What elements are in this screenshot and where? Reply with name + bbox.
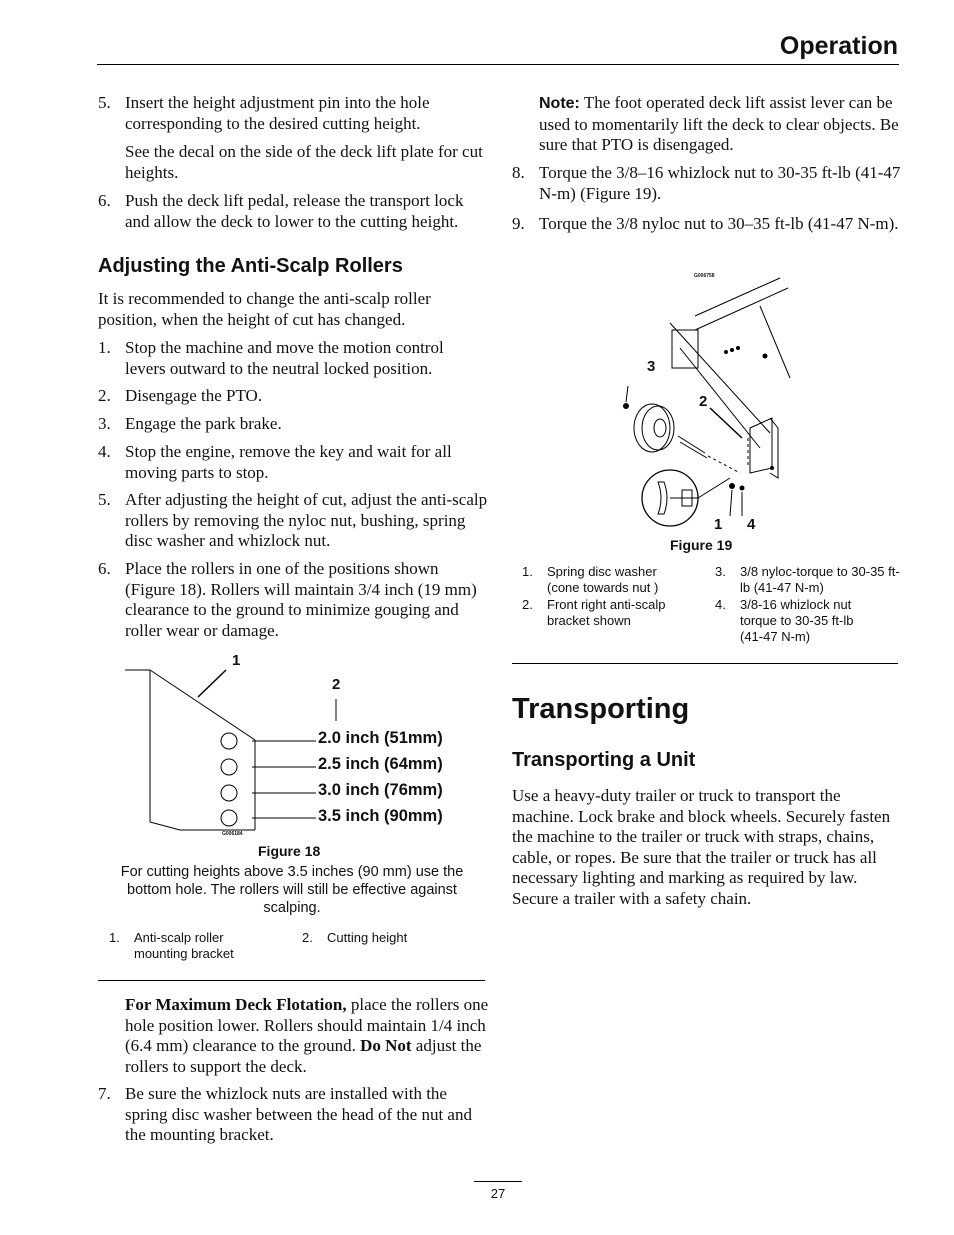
step-5 — [98, 490, 488, 552]
section-heading-anti-scalp: Adjusting the Anti-Scalp Rollers — [98, 255, 403, 277]
step-number: 5. — [98, 490, 111, 509]
step-6-top — [98, 191, 488, 232]
legend-number: 3. — [715, 564, 726, 579]
figure-19-callout-3: 3 — [647, 358, 656, 375]
section-divider — [98, 980, 485, 981]
step-8 — [512, 163, 902, 204]
legend-number: 1. — [522, 564, 533, 579]
step-number: 5. — [98, 93, 111, 112]
figure-18-bracket-diagram — [120, 652, 320, 842]
figure-18-legend-item — [302, 930, 472, 946]
step-number: 6. — [98, 191, 111, 210]
figure-19-roller-assembly-diagram — [610, 268, 810, 536]
step-7 — [98, 1084, 488, 1146]
flotation-text: place the rollers one hole position lower. Rollers should maintain 1/4 inch (6.4 mm) clearance to the ground. — [125, 995, 489, 1055]
figure-18-code: G006184 — [222, 831, 243, 837]
step-text: Stop the machine and move the motion control levers outward to the neutral locked position. — [125, 338, 444, 378]
step-number: 8. — [512, 163, 525, 182]
cutting-height-label: 3.5 inch (90mm) — [318, 807, 443, 825]
figure-18-note: For cutting heights above 3.5 inches (90 mm) use the bottom hole. The rollers will still be effective against scalping. — [120, 864, 464, 916]
deck-flotation-paragraph — [125, 995, 489, 1077]
figure-19-caption: Figure 19 — [670, 537, 733, 553]
figure-19-callout-2: 2 — [699, 393, 708, 410]
anti-scalp-intro: It is recommended to change the anti-scalp roller position, when the height of cut has changed. — [98, 289, 431, 329]
step-1 — [98, 338, 488, 379]
step-4 — [98, 442, 488, 483]
legend-text: Anti-scalp roller mounting bracket — [134, 930, 234, 961]
legend-text: 3/8 nyloc-torque to 30-35 ft-lb (41-47 N-m) — [740, 564, 900, 595]
figure-18-callout-2: 2 — [332, 676, 341, 693]
step-3 — [98, 414, 488, 435]
note-paragraph — [539, 93, 901, 156]
step-text: After adjusting the height of cut, adjust the anti-scalp rollers by removing the nyloc nut, bushing, spring disc washer and whizlock nut. — [125, 490, 488, 550]
footer-rule — [474, 1181, 522, 1182]
figure-19-legend-item — [522, 597, 692, 629]
cutting-height-label: 2.5 inch (64mm) — [318, 755, 443, 773]
step-text: Disengage the PTO. — [125, 386, 263, 405]
figure-19-legend-item — [522, 564, 692, 596]
step-text: Place the rollers in one of the positions shown (Figure 18). Rollers will maintain 3/4 inch (19 mm) clearance to the ground to minimize gouging and roller wear or damage. — [125, 559, 477, 640]
transporting-subheading: Transporting a Unit — [512, 749, 696, 771]
step-9 — [512, 214, 902, 235]
step-number: 3. — [98, 414, 111, 433]
step-number: 9. — [512, 214, 525, 233]
legend-number: 2. — [522, 597, 533, 612]
step-text: Insert the height adjustment pin into the hole corresponding to the desired cutting height. — [125, 93, 430, 133]
legend-number: 1. — [109, 930, 120, 945]
transporting-heading: Transporting — [512, 693, 690, 725]
figure-18-callout-2-leader — [330, 697, 342, 723]
step-2 — [98, 386, 488, 407]
step-number: 2. — [98, 386, 111, 405]
step-text: Be sure the whizlock nuts are installed with the spring disc washer between the head of the nut and the mounting bracket. — [125, 1084, 472, 1144]
section-divider — [512, 663, 898, 664]
step-number: 7. — [98, 1084, 111, 1103]
figure-19-callout-1: 1 — [714, 516, 723, 533]
step-text: Torque the 3/8–16 whizlock nut to 30-35 ft-lb (41-47 N-m) (Figure 19). — [539, 163, 901, 203]
step-6 — [98, 559, 488, 641]
header-rule — [97, 64, 899, 65]
legend-number: 4. — [715, 597, 726, 612]
figure-19-legend-item — [715, 597, 875, 645]
figure-18-callout-1: 1 — [232, 652, 241, 669]
figure-18-legend-item — [109, 930, 279, 962]
page-header-title: Operation — [779, 32, 898, 60]
cutting-height-label: 3.0 inch (76mm) — [318, 781, 443, 799]
step-text: Stop the engine, remove the key and wait for all moving parts to stop. — [125, 442, 452, 482]
page-number: 27 — [490, 1186, 506, 1201]
transporting-paragraph: Use a heavy-duty trailer or truck to transport the machine. Lock brake and block wheels. Securely fasten the machine to the trailer or truck with straps, chains, cable, or ropes. Be sure that the trailer or truck has all necessary lighting and marking as required by law. Secure a trailer with a safety chain. — [512, 786, 891, 908]
figure-19-code: G006758 — [694, 273, 715, 279]
legend-number: 2. — [302, 930, 313, 945]
legend-text: 3/8-16 whizlock nut torque to 30-35 ft-lb (41-47 N-m) — [740, 597, 854, 644]
cutting-height-label: 2.0 inch (51mm) — [318, 729, 443, 747]
step-text: Push the deck lift pedal, release the transport lock and allow the deck to lower to the cutting height. — [125, 191, 464, 231]
legend-text: Spring disc washer (cone towards nut ) — [547, 564, 659, 595]
figure-19-legend-item — [715, 564, 900, 596]
step-text: Engage the park brake. — [125, 414, 282, 433]
step-text: Torque the 3/8 nyloc nut to 30–35 ft-lb (41-47 N-m). — [539, 214, 899, 233]
figure-18-caption: Figure 18 — [258, 843, 321, 859]
flotation-lead: For Maximum Deck Flotation, — [125, 995, 347, 1014]
step-5-top — [98, 93, 488, 183]
step-number: 1. — [98, 338, 111, 357]
legend-text: Cutting height — [327, 930, 408, 945]
step-number: 4. — [98, 442, 111, 461]
note-text: The foot operated deck lift assist lever can be used to momentarily lift the deck to clear objects. Be sure that PTO is disengaged. — [539, 93, 899, 154]
step-subtext: See the decal on the side of the deck lift plate for cut heights. — [125, 142, 483, 182]
legend-text: Front right anti-scalp bracket shown — [547, 597, 666, 628]
flotation-do-not: Do Not — [360, 1036, 412, 1055]
note-label: Note: — [539, 95, 580, 112]
step-number: 6. — [98, 559, 111, 578]
figure-19-callout-4: 4 — [747, 516, 756, 533]
flotation-text-end: adjust the rollers to support the deck. — [125, 1036, 482, 1076]
